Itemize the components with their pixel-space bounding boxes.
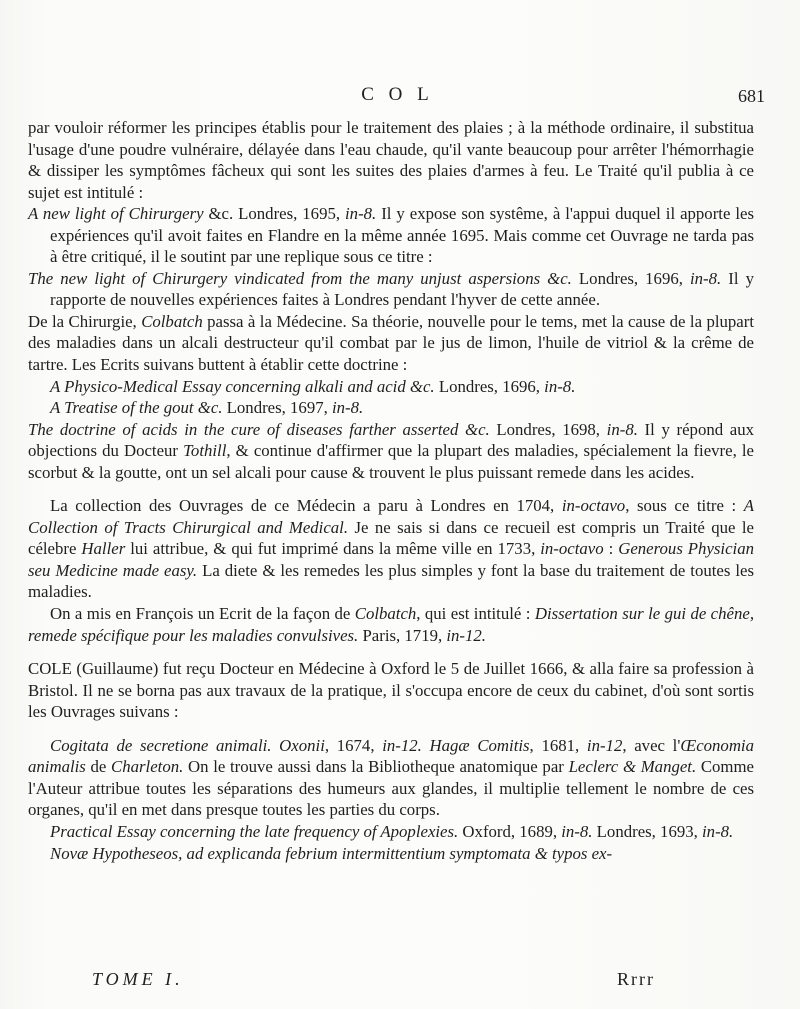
- text-run: Comme l'Auteur attribue toutes les séparations des humeurs aux glandes, il multiplie tellement le nombre de ces organes, qu'il en met dans presque toutes les parties du corps.: [28, 757, 754, 820]
- italic-run: The doctrine of acids in the cure of diseases farther asserted &c.: [28, 419, 490, 439]
- paragraph-7: [28, 419, 754, 484]
- paragraph-13: [28, 843, 754, 865]
- text-run: par vouloir réformer les principes établis pour le traitement des plaies ; à la méthode ordinaire, il substitua l'usage d'une poudre vulnéraire, délayée dans l'eau chaude, qu'il vante beaucoup pour arrêter l'hémorrhagie & dissiper les symptômes fâcheux qui sont les suites des plaies d'armes à feu. Le Traité qu'il publia à ce sujet est intitulé :: [28, 118, 754, 202]
- text-run: Il y rapporte de nouvelles expériences faites à Londres pendant l'hyver de cette année.: [50, 268, 754, 310]
- italic-run: Colbatch: [354, 604, 417, 624]
- text-run: , 1681,: [529, 735, 587, 755]
- text-run: , avec l': [622, 735, 681, 755]
- text-run: Londres, 1697,: [222, 398, 332, 418]
- italic-run: in-8.: [702, 821, 734, 841]
- italic-run: A Treatise of the gout &c.: [50, 398, 223, 418]
- italic-run: Leclerc & Manget.: [568, 757, 697, 777]
- italic-run: Cogitata de secretione animali. Oxonii: [50, 735, 325, 755]
- body-text: [28, 117, 754, 864]
- text-run: COLE (Guillaume) fut reçu Docteur en Médecine à Oxford le 5 de Juillet 1666, & alla faire sa profession à Bristol. Il ne se borna pas aux travaux de la pratique, il s'occupa encore de ceux du cabinet, d'où sont sortis les Ouvrages suivans :: [28, 659, 754, 722]
- paragraph-11: [28, 735, 754, 821]
- text-run: Paris, 1719,: [358, 625, 447, 645]
- text-run: , & continue d'affirmer que la plupart des maladies, spécialement la fievre, le scorbut & la goutte, ont un sel alcali pour cause & trouvent le plus puissant remede dans les acides.: [28, 441, 754, 482]
- volume-label: TOME I.: [92, 969, 184, 989]
- text-run: Londres, 1696,: [434, 376, 545, 396]
- text-run: Oxford, 1689,: [458, 821, 562, 841]
- text-run: :: [603, 539, 619, 559]
- italic-run: in-12.: [446, 625, 486, 645]
- paragraph-6: [28, 397, 754, 419]
- italic-run: in-8.: [606, 419, 638, 439]
- text-run: Londres, 1693,: [592, 821, 703, 841]
- italic-run: Dissertation sur le gui de chêne, remede spécifique pour les maladies convulsives.: [28, 604, 755, 645]
- text-run: La diete & les remedes les plus simples y font la base du traitement de toutes les maladies.: [28, 560, 754, 602]
- text-run: de: [85, 757, 112, 777]
- italic-run: Generous Physician seu Medicine made easy.: [28, 539, 754, 580]
- text-run: , sous ce titre :: [625, 496, 744, 516]
- italic-run: in-8.: [561, 821, 593, 841]
- italic-run: Œconomia animalis: [28, 735, 754, 777]
- text-run: On le trouve aussi dans la Bibliotheque anatomique par: [183, 757, 569, 777]
- italic-run: Practical Essay concerning the late frequency of Apoplexies.: [50, 821, 459, 841]
- page-header: [30, 84, 765, 110]
- italic-run: Colbatch: [141, 311, 203, 331]
- italic-run: Haller: [81, 539, 126, 559]
- page-footer: [30, 969, 765, 993]
- running-head: C O L: [361, 84, 434, 105]
- text-run: Londres, 1696,: [571, 268, 690, 288]
- paragraph-2: [28, 203, 754, 268]
- signature-mark: Rrrr: [617, 969, 655, 989]
- text-run: &c. Londres, 1695,: [203, 204, 346, 224]
- text-run: lui attribue, & qui fut imprimé dans la même ville en 1733,: [125, 539, 541, 559]
- italic-run: in-12. Hagæ Comitis: [382, 735, 530, 755]
- italic-run: in-8.: [332, 398, 364, 418]
- italic-run: in-8.: [544, 376, 576, 396]
- text-run: Je ne sais si dans ce recueil est compris un Traité que le célebre: [28, 517, 754, 559]
- paragraph-1: [28, 117, 754, 203]
- text-run: On a mis en François un Ecrit de la façon de: [50, 604, 355, 624]
- paragraph-10: [28, 658, 754, 723]
- text-run: Il y répond aux objections du Docteur: [28, 419, 754, 461]
- italic-run: A Collection of Tracts Chirurgical and Medical.: [28, 496, 754, 537]
- text-run: Il y expose son systême, à l'appui duquel il apporte les expériences qu'il avoit faites en Flandre en la même année 1695. Mais comme cet Ouvrage ne tarda pas à être critiqué, il le soutint par une replique sous ce titre :: [50, 204, 754, 267]
- text-run: , qui est intitulé :: [416, 604, 535, 624]
- text-run: , 1674,: [324, 735, 383, 755]
- paragraph-9: [28, 603, 754, 646]
- paragraph-4: [28, 311, 754, 376]
- italic-run: in-octavo: [540, 539, 604, 559]
- paragraph-5: [28, 376, 754, 398]
- italic-run: A new light of Chirurgery: [28, 204, 204, 224]
- italic-run: A Physico-Medical Essay concerning alkali and acid &c.: [50, 376, 435, 396]
- text-run: La collection des Ouvrages de ce Médecin a paru à Londres en 1704,: [50, 496, 562, 516]
- page-number: 681: [738, 86, 765, 106]
- paragraph-3: [28, 268, 754, 311]
- paragraph-12: [28, 821, 754, 843]
- text-run: Londres, 1698,: [489, 419, 607, 439]
- italic-run: in-octavo: [561, 496, 626, 516]
- text-run: passa à la Médecine. Sa théorie, nouvelle pour le tems, met la cause de la plupart des maladies dans un alcali destructeur qu'il combat par le jus de limon, l'huile de vitriol & la crême de tartre. Les Ecrits suivans buttent à établir cette doctrine :: [28, 311, 754, 375]
- paragraph-8: [28, 495, 754, 603]
- italic-run: Tothill: [183, 441, 227, 461]
- italic-run: in-8.: [345, 204, 377, 224]
- text-run: De la Chirurgie,: [28, 311, 142, 331]
- italic-run: The new light of Chirurgery vindicated from the many unjust aspersions &c.: [28, 268, 572, 288]
- italic-run: in-8.: [690, 268, 722, 288]
- italic-run: Novæ Hypotheseos, ad explicanda febrium intermittentium symptomata & typos ex-: [50, 843, 613, 863]
- italic-run: Charleton.: [111, 757, 184, 777]
- italic-run: in-12: [586, 735, 623, 755]
